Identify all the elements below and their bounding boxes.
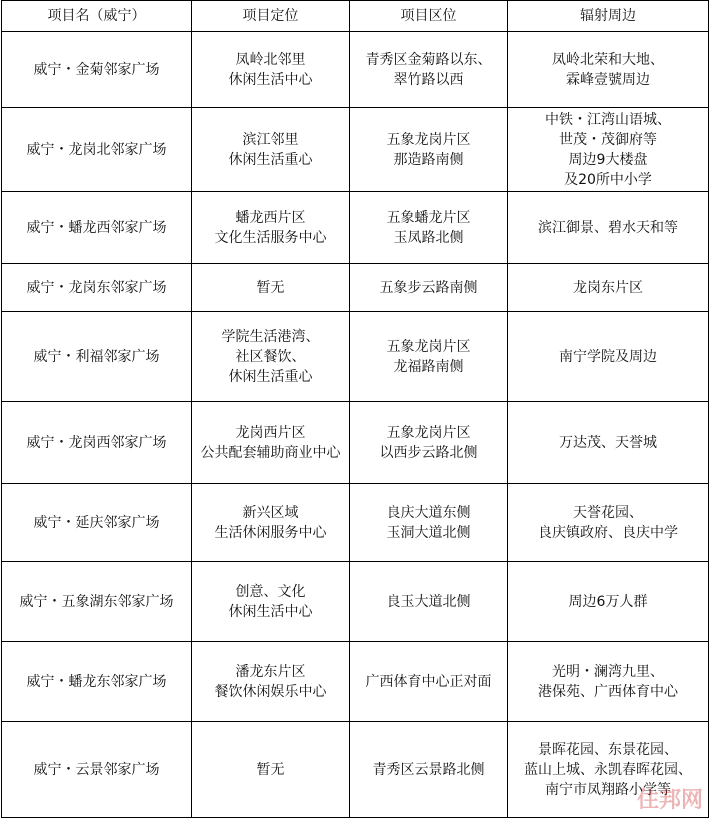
radiation-cell bbox=[508, 264, 709, 312]
radiation-cell bbox=[508, 312, 709, 402]
position-line: 生活休闲服务中心 bbox=[214, 524, 327, 541]
project-name-cell: 威宁・云景邻家广场 bbox=[2, 722, 192, 818]
location-line: 五象龙岗片区 bbox=[386, 338, 471, 355]
position-line: 滨江邻里 bbox=[242, 131, 299, 148]
position-line: 文化生活服务中心 bbox=[214, 229, 327, 246]
table-row bbox=[2, 402, 709, 484]
location-line: 广西体育中心正对面 bbox=[365, 673, 492, 690]
position-cell bbox=[192, 192, 350, 264]
header-radiation: 辐射周边 bbox=[508, 1, 709, 32]
radiation-line: 霖峰壹號周边 bbox=[566, 71, 650, 88]
position-line: 新兴区域 bbox=[242, 504, 299, 521]
location-line: 五象龙岗片区 bbox=[386, 131, 471, 148]
radiation-line: 周边9大楼盘 bbox=[568, 151, 648, 168]
location-cell bbox=[350, 722, 508, 818]
location-line: 那造路南侧 bbox=[393, 151, 464, 168]
radiation-cell bbox=[508, 402, 709, 484]
location-line: 五象蟠龙片区 bbox=[386, 209, 471, 226]
location-line: 青秀区金菊路以东、 bbox=[365, 51, 492, 68]
project-name-cell: 威宁・利福邻家广场 bbox=[2, 312, 192, 402]
position-line: 休闲生活中心 bbox=[228, 71, 313, 88]
location-cell bbox=[350, 192, 508, 264]
table-row bbox=[2, 722, 709, 818]
position-cell bbox=[192, 402, 350, 484]
radiation-cell bbox=[508, 108, 709, 192]
location-line: 玉凤路北侧 bbox=[393, 229, 464, 246]
location-line: 青秀区云景路北侧 bbox=[372, 761, 485, 778]
location-cell bbox=[350, 402, 508, 484]
position-line: 潘龙东片区 bbox=[235, 663, 306, 680]
position-line: 休闲生活中心 bbox=[228, 603, 313, 620]
radiation-line: 蓝山上城、永凯春晖花园、 bbox=[524, 761, 692, 778]
table-row bbox=[2, 562, 709, 642]
location-line: 玉洞大道北侧 bbox=[386, 524, 471, 541]
header-positioning: 项目定位 bbox=[192, 1, 350, 32]
radiation-line: 世茂・茂御府等 bbox=[559, 131, 657, 148]
position-cell bbox=[192, 642, 350, 722]
project-name-cell: 威宁・龙岗东邻家广场 bbox=[2, 264, 192, 312]
radiation-line: 周边6万人群 bbox=[568, 593, 648, 610]
position-cell bbox=[192, 484, 350, 562]
table-row bbox=[2, 108, 709, 192]
position-line: 休闲生活重心 bbox=[228, 151, 313, 168]
project-table bbox=[1, 0, 709, 818]
position-cell bbox=[192, 562, 350, 642]
location-cell bbox=[350, 642, 508, 722]
radiation-line: 景晖花园、东景花园、 bbox=[538, 741, 678, 758]
radiation-line: 天誉花园、 bbox=[573, 504, 643, 521]
location-line: 以西步云路北侧 bbox=[379, 444, 478, 461]
header-location: 项目区位 bbox=[350, 1, 508, 32]
project-name-cell: 威宁・蟠龙东邻家广场 bbox=[2, 642, 192, 722]
radiation-cell bbox=[508, 32, 709, 108]
location-cell bbox=[350, 32, 508, 108]
position-cell bbox=[192, 722, 350, 818]
radiation-cell bbox=[508, 192, 709, 264]
position-line: 公共配套辅助商业中心 bbox=[200, 444, 341, 461]
project-name-cell: 威宁・金菊邻家广场 bbox=[2, 32, 192, 108]
project-name-cell: 威宁・蟠龙西邻家广场 bbox=[2, 192, 192, 264]
radiation-line: 龙岗东片区 bbox=[573, 279, 643, 296]
position-line: 暂无 bbox=[256, 279, 285, 296]
table-row bbox=[2, 192, 709, 264]
location-line: 五象龙岗片区 bbox=[386, 424, 471, 441]
location-line: 翠竹路以西 bbox=[393, 71, 464, 88]
project-name-cell: 威宁・五象湖东邻家广场 bbox=[2, 562, 192, 642]
header-row bbox=[2, 1, 709, 32]
position-cell bbox=[192, 32, 350, 108]
position-line: 蟠龙西片区 bbox=[235, 209, 306, 226]
position-line: 凤岭北邻里 bbox=[235, 51, 306, 68]
radiation-line: 南宁学院及周边 bbox=[559, 348, 657, 365]
position-cell bbox=[192, 108, 350, 192]
location-line: 良玉大道北侧 bbox=[386, 593, 471, 610]
radiation-line: 万达茂、天誉城 bbox=[559, 434, 657, 451]
radiation-line: 及20所中小学 bbox=[564, 171, 652, 188]
location-cell bbox=[350, 108, 508, 192]
position-line: 暂无 bbox=[256, 761, 285, 778]
position-line: 餐饮休闲娱乐中心 bbox=[214, 683, 327, 700]
position-line: 学院生活港湾、 bbox=[221, 328, 320, 345]
radiation-line: 凤岭北荣和大地、 bbox=[552, 51, 664, 68]
radiation-line: 滨江御景、碧水天和等 bbox=[538, 219, 678, 236]
position-line: 创意、文化 bbox=[235, 583, 306, 600]
table-row bbox=[2, 32, 709, 108]
radiation-line: 良庆镇政府、良庆中学 bbox=[538, 524, 678, 541]
location-cell bbox=[350, 562, 508, 642]
table-row bbox=[2, 642, 709, 722]
location-cell bbox=[350, 264, 508, 312]
project-name-cell: 威宁・延庆邻家广场 bbox=[2, 484, 192, 562]
position-cell bbox=[192, 264, 350, 312]
location-cell bbox=[350, 484, 508, 562]
table-row bbox=[2, 312, 709, 402]
location-line: 良庆大道东侧 bbox=[386, 504, 471, 521]
table-row bbox=[2, 264, 709, 312]
position-line: 休闲生活重心 bbox=[228, 368, 313, 385]
radiation-line: 中铁・江湾山语城、 bbox=[545, 111, 671, 128]
project-name-cell: 威宁・龙岗西邻家广场 bbox=[2, 402, 192, 484]
radiation-cell bbox=[508, 484, 709, 562]
radiation-line: 港保苑、广西体育中心 bbox=[538, 683, 678, 700]
location-line: 龙福路南侧 bbox=[393, 358, 464, 375]
position-cell bbox=[192, 312, 350, 402]
radiation-cell bbox=[508, 562, 709, 642]
position-line: 龙岗西片区 bbox=[235, 424, 306, 441]
location-line: 五象步云路南侧 bbox=[379, 279, 478, 296]
watermark-logo: 住邦网 bbox=[636, 788, 703, 813]
location-cell bbox=[350, 312, 508, 402]
radiation-cell bbox=[508, 642, 709, 722]
header-project-name: 项目名（威宁） bbox=[2, 1, 192, 32]
radiation-line: 光明・澜湾九里、 bbox=[552, 663, 664, 680]
table-row bbox=[2, 484, 709, 562]
radiation-line: 南宁市凤翔路小学等 bbox=[545, 781, 671, 798]
project-name-cell: 威宁・龙岗北邻家广场 bbox=[2, 108, 192, 192]
position-line: 社区餐饮、 bbox=[235, 348, 306, 365]
